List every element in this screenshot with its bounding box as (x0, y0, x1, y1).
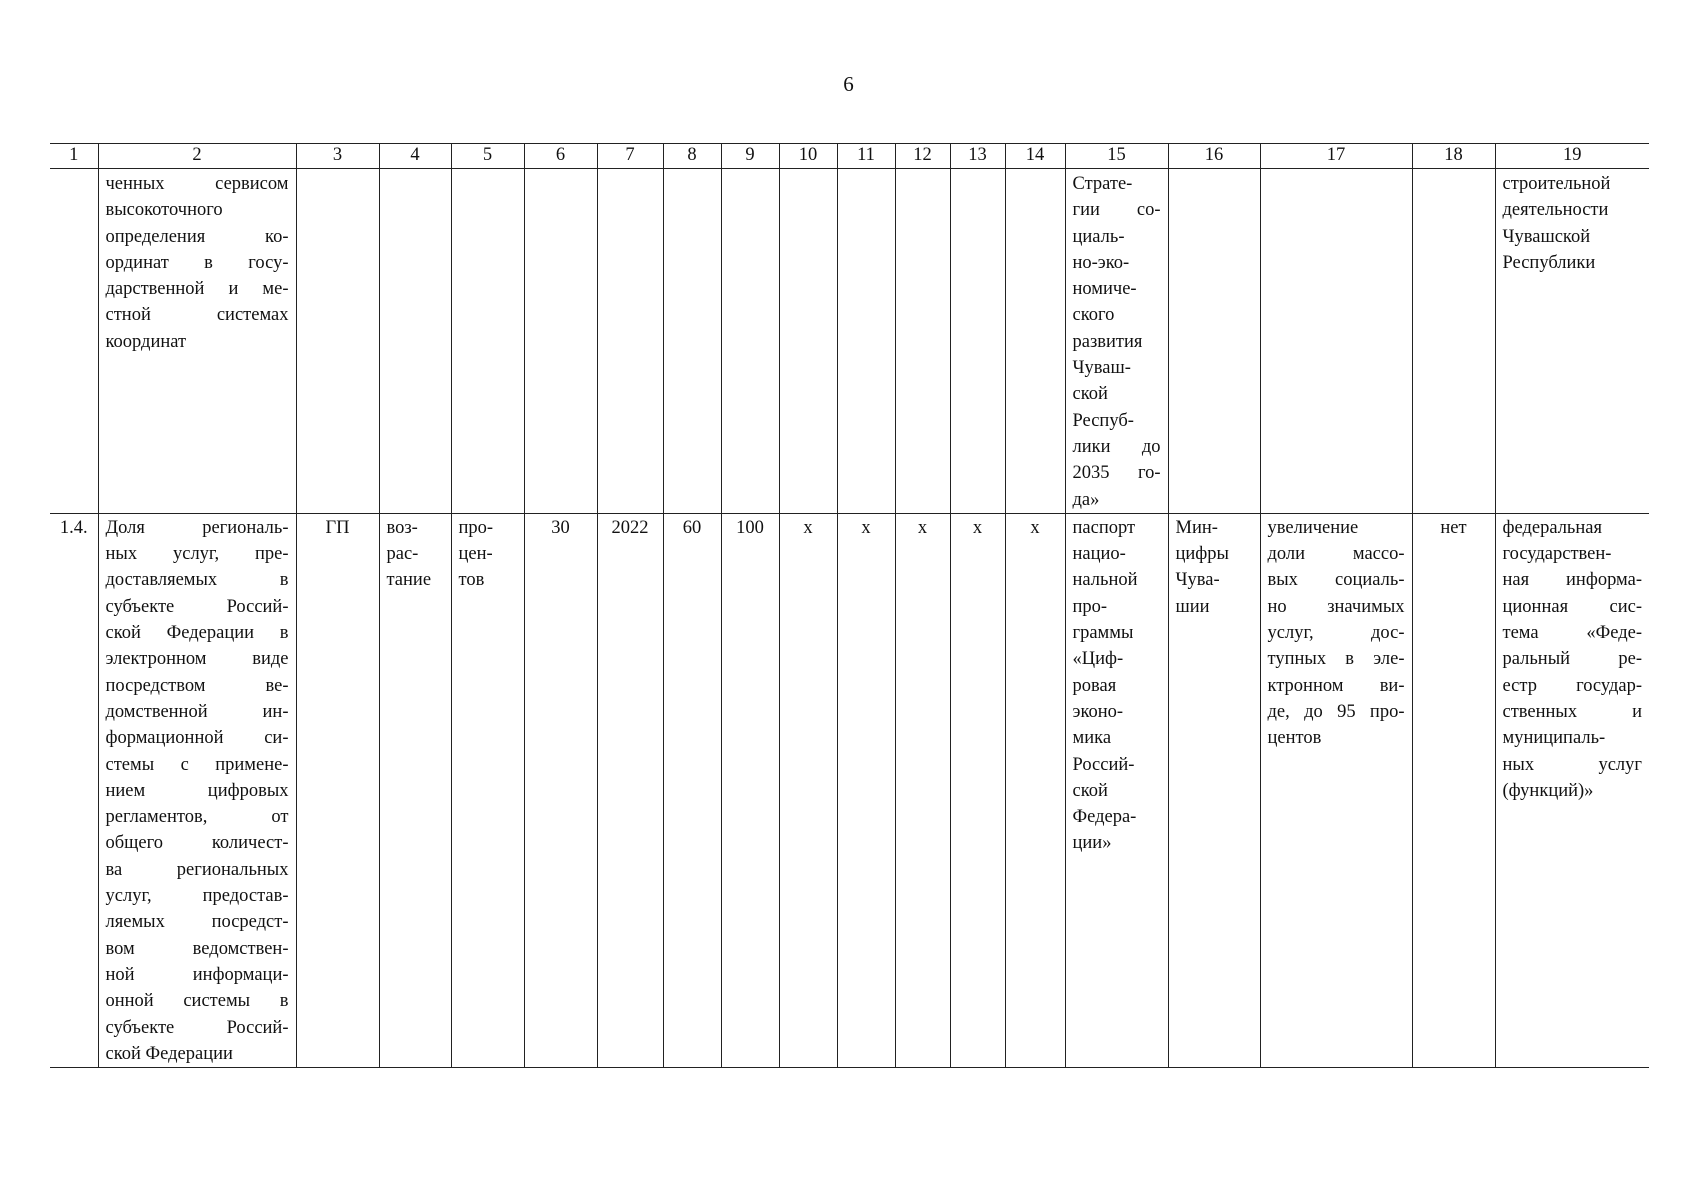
column-number: 11 (837, 144, 895, 169)
cell-line: Респуб- (1072, 410, 1134, 431)
cell-line: ционная сис- (1502, 596, 1642, 617)
cell-line: строительной (1502, 174, 1611, 194)
empty-cell (1005, 169, 1065, 514)
column-number: 5 (451, 144, 524, 169)
empty-cell (779, 169, 837, 514)
cell-line: ской Федерации в (105, 623, 289, 644)
cell-line: Доля региональ- (105, 517, 289, 538)
linked-indicator-cell (1260, 513, 1412, 1067)
cell-line: федеральная (1502, 517, 1602, 538)
cell-line: ской Федерации (105, 1043, 233, 1064)
table-row (50, 169, 1649, 514)
cell-line: деятельности (1502, 200, 1609, 221)
cell-line: ской (1072, 780, 1108, 801)
value-cell: 100 (721, 513, 779, 1067)
column-number: 7 (597, 144, 663, 169)
column-number: 17 (1260, 144, 1412, 169)
unit-cell (451, 513, 524, 1067)
decomposition-flag-cell: нет (1412, 513, 1495, 1067)
column-number: 1 (50, 144, 98, 169)
page-number: 6 (843, 72, 854, 96)
empty-cell (379, 169, 451, 514)
column-number: 19 (1495, 144, 1649, 169)
cell-line: Страте- (1072, 174, 1133, 194)
cell-line: онной системы в (105, 991, 289, 1012)
column-number: 8 (663, 144, 721, 169)
cell-line: номиче- (1072, 279, 1137, 300)
empty-cell (1168, 169, 1260, 514)
value-cell: х (895, 513, 950, 1067)
cell-line: услуг, предостав- (105, 886, 289, 907)
cell-line: координат (105, 331, 187, 352)
empty-cell (950, 169, 1005, 514)
cell-line: Федера- (1072, 807, 1137, 828)
cell-line: ных услуг (1502, 754, 1642, 775)
empty-cell (1260, 169, 1412, 514)
cell-line: естр государ- (1502, 675, 1642, 696)
cell-line: ординат в госу- (105, 252, 289, 273)
cell-line: ции» (1072, 833, 1112, 854)
cell-line: эконо- (1072, 701, 1124, 722)
cell-line: доли массо- (1267, 544, 1405, 565)
cell-line: ктронном ви- (1267, 675, 1405, 696)
cell-line: но-эко- (1072, 252, 1130, 273)
cell-line: муниципаль- (1502, 728, 1606, 749)
trend-cell (379, 513, 451, 1067)
cell-line: формационной си- (105, 728, 289, 749)
cell-line: развития (1072, 331, 1143, 352)
cell-line: паспорт (1072, 517, 1136, 538)
row-number-cell (50, 169, 98, 514)
value-cell: х (950, 513, 1005, 1067)
cell-line: рас- (386, 544, 419, 565)
column-number-row (50, 144, 1649, 169)
cell-line: тема «Феде- (1502, 623, 1642, 644)
cell-line: но значимых (1267, 596, 1405, 617)
empty-cell (895, 169, 950, 514)
column-number: 13 (950, 144, 1005, 169)
empty-cell (524, 169, 597, 514)
base-year-cell: 2022 (597, 513, 663, 1067)
cell-line: субъекте Россий- (105, 1017, 289, 1038)
cell-line: гии со- (1072, 200, 1161, 221)
cell-line: граммы (1072, 623, 1134, 644)
cell-line: ральный ре- (1502, 649, 1642, 670)
cell-line: нальной (1072, 570, 1138, 591)
cell-line: мика (1072, 728, 1112, 749)
cell-line: регламентов, от (105, 807, 289, 828)
empty-cell (451, 169, 524, 514)
cell-line: Мин- (1175, 517, 1218, 538)
cell-line: ровая (1072, 675, 1117, 696)
cell-line: нацио- (1072, 544, 1126, 565)
cell-line: ной информаци- (105, 964, 289, 985)
row-number-cell: 1.4. (50, 513, 98, 1067)
cell-line: электронном виде (105, 649, 289, 670)
value-cell: х (1005, 513, 1065, 1067)
column-number: 3 (296, 144, 379, 169)
column-number: 10 (779, 144, 837, 169)
cell-line: услуг, дос- (1267, 623, 1405, 644)
cell-line: ляемых посредст- (105, 912, 289, 933)
cell-line: про- (1072, 596, 1108, 617)
cell-line: доставляемых в (105, 570, 289, 591)
cell-line: (функций)» (1502, 780, 1594, 801)
column-number: 18 (1412, 144, 1495, 169)
cell-line: ная информа- (1502, 570, 1642, 591)
value-cell: х (779, 513, 837, 1067)
cell-line: шии (1175, 596, 1210, 617)
cell-line: общего количест- (105, 833, 289, 854)
cell-line: про- (458, 517, 494, 538)
column-number: 12 (895, 144, 950, 169)
value-cell: 60 (663, 513, 721, 1067)
column-number: 6 (524, 144, 597, 169)
cell-line: лики до (1072, 436, 1161, 457)
empty-cell (1412, 169, 1495, 514)
source-document-cell (1065, 513, 1168, 1067)
cell-line: центов (1267, 728, 1322, 749)
column-number: 15 (1065, 144, 1168, 169)
cell-line: стной системах (105, 305, 289, 326)
cell-line: Чувашской (1502, 226, 1591, 247)
empty-cell (663, 169, 721, 514)
cell-line: воз- (386, 517, 418, 538)
cell-line: Республики (1502, 252, 1596, 273)
indicator-name-cell (98, 169, 296, 514)
cell-line: государствен- (1502, 544, 1612, 565)
cell-line: вых социаль- (1267, 570, 1405, 591)
column-number: 9 (721, 144, 779, 169)
cell-line: ской (1072, 384, 1108, 405)
cell-line: да» (1072, 489, 1100, 510)
cell-line: определения ко- (105, 226, 289, 247)
empty-cell (721, 169, 779, 514)
cell-line: тупных в эле- (1267, 649, 1405, 670)
empty-cell (296, 169, 379, 514)
cell-line: цен- (458, 544, 493, 565)
empty-cell (597, 169, 663, 514)
cell-line: цифры (1175, 544, 1229, 565)
cell-line: посредством ве- (105, 675, 289, 696)
column-number: 2 (98, 144, 296, 169)
column-number: 14 (1005, 144, 1065, 169)
cell-line: ва региональных (105, 859, 289, 880)
cell-line: ченных сервисом (105, 174, 289, 194)
table-row (50, 513, 1649, 1067)
cell-line: Чуваш- (1072, 358, 1131, 379)
cell-line: 2035 го- (1072, 463, 1161, 484)
information-system-cell (1495, 169, 1649, 514)
cell-line: Чува- (1175, 570, 1220, 591)
cell-line: стемы с примене- (105, 754, 289, 775)
cell-line: домственной ин- (105, 701, 289, 722)
cell-line: ных услуг, пре- (105, 544, 289, 565)
column-number: 16 (1168, 144, 1260, 169)
base-value-cell: 30 (524, 513, 597, 1067)
cell-line: тов (458, 570, 485, 591)
indicator-type-cell: ГП (296, 513, 379, 1067)
cell-line: де, до 95 про- (1267, 701, 1405, 722)
cell-line: субъекте Россий- (105, 596, 289, 617)
cell-line: высокоточного (105, 200, 223, 221)
cell-line: дарственной и ме- (105, 279, 289, 300)
cell-line: тание (386, 570, 432, 591)
indicator-table (50, 143, 1649, 1068)
cell-line: ского (1072, 305, 1115, 326)
empty-cell (837, 169, 895, 514)
cell-line: увеличение (1267, 517, 1359, 538)
source-document-cell (1065, 169, 1168, 514)
value-cell: х (837, 513, 895, 1067)
cell-line: нием цифровых (105, 780, 289, 801)
cell-line: «Циф- (1072, 649, 1124, 670)
responsible-cell (1168, 513, 1260, 1067)
cell-line: циаль- (1072, 226, 1125, 247)
column-number: 4 (379, 144, 451, 169)
information-system-cell (1495, 513, 1649, 1067)
cell-line: ственных и (1502, 701, 1642, 722)
cell-line: вом ведомствен- (105, 938, 289, 959)
indicator-name-cell (98, 513, 296, 1067)
cell-line: Россий- (1072, 754, 1135, 775)
